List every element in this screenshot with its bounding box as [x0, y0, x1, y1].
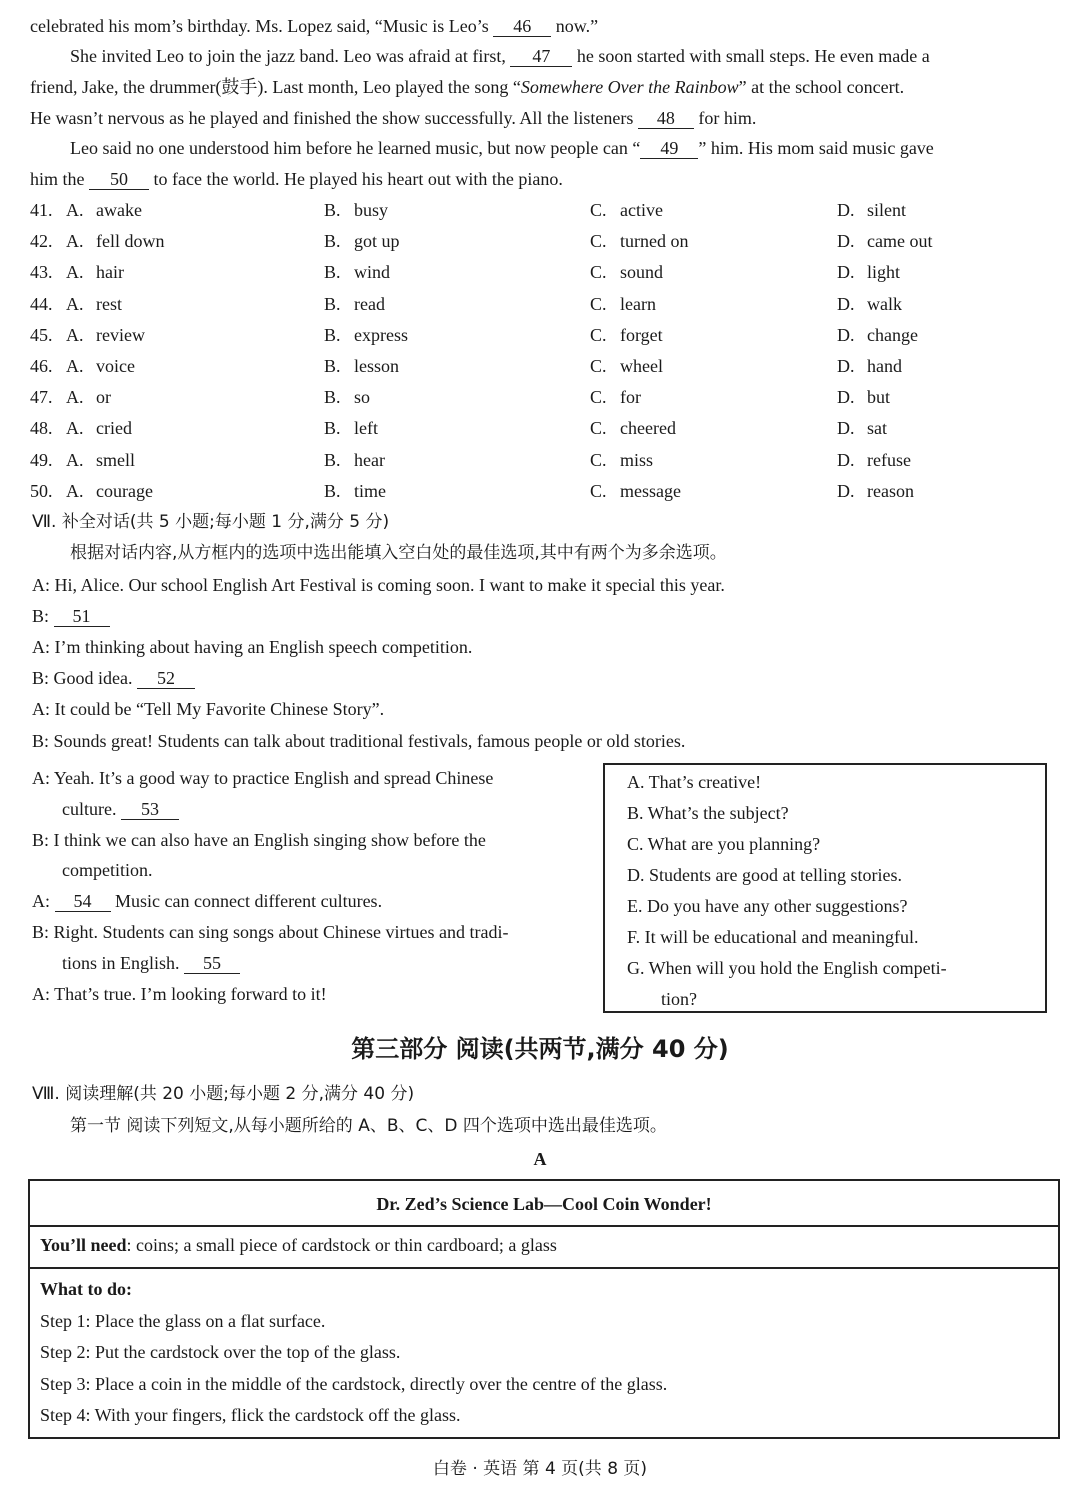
option-number: 49. — [30, 449, 53, 470]
passage-line: celebrated his mom’s birthday. Ms. Lopez said, “Music is Leo’s 46 now.” — [30, 16, 599, 36]
option-text: change — [867, 324, 918, 345]
option-letter: D. — [837, 324, 855, 345]
option-c — [590, 323, 663, 347]
option-a — [66, 229, 164, 253]
option-letter: B. — [324, 356, 341, 376]
lab-need-row: You’ll need: coins; a small piece of cardstock or thin cardboard; a glass — [40, 1235, 557, 1255]
option-text: smell — [96, 449, 135, 470]
option-letter: C. — [590, 449, 607, 470]
dialogue-line: B: Right. Students can sing songs about Chinese virtues and tradi- — [32, 922, 509, 942]
section-8-title: Ⅷ. 阅读理解(共 20 小题;每小题 2 分,满分 40 分) — [32, 1084, 415, 1104]
option-letter: A. — [66, 449, 84, 470]
option-letter: B. — [324, 418, 341, 439]
option-text: wheel — [620, 356, 663, 376]
option-number: 44. — [30, 293, 53, 314]
option-text: silent — [867, 200, 906, 220]
lab-step: Step 2: Put the cardstock over the top of the glass. — [40, 1342, 401, 1362]
option-a — [66, 354, 135, 378]
option-text: sound — [620, 262, 664, 283]
option-letter: C. — [590, 387, 607, 408]
lab-step: Step 4: With your fingers, flick the cardstock off the glass. — [40, 1405, 461, 1425]
dialogue-line: tions in English. 55 — [62, 951, 240, 975]
option-letter: A. — [66, 324, 84, 345]
dialogue-line: B: Good idea. 52 — [32, 666, 195, 690]
subsection-1-instruction: 第一节 阅读下列短文,从每小题所给的 A、B、C、D 四个选项中选出最佳选项。 — [70, 1116, 667, 1136]
blank-54: 54 — [55, 891, 111, 912]
option-b — [324, 260, 390, 284]
dialogue-line: A: I’m thinking about having an English speech competition. — [32, 637, 473, 657]
option-c — [590, 479, 681, 503]
option-d — [837, 448, 911, 472]
option-letter: A. — [66, 200, 84, 220]
option-b — [324, 229, 400, 253]
option-a — [66, 479, 153, 503]
option-text: reason — [867, 480, 914, 501]
option-letter: B. — [324, 449, 341, 470]
dialogue-line: competition. — [62, 860, 153, 880]
choice-e: E. Do you have any other suggestions? — [627, 896, 908, 916]
option-c — [590, 448, 653, 472]
blank-47: 47 — [510, 46, 572, 67]
blank-52: 52 — [137, 668, 195, 689]
option-text: hair — [96, 262, 124, 283]
dialogue-line: A: Yeah. It’s a good way to practice English and spread Chinese — [32, 768, 494, 788]
option-text: rest — [96, 293, 122, 314]
choice-f: F. It will be educational and meaningful. — [627, 927, 919, 947]
passage-letter: A — [533, 1149, 547, 1169]
option-text: time — [354, 480, 386, 501]
option-text: active — [620, 200, 663, 220]
option-a — [66, 448, 135, 472]
option-d — [837, 292, 902, 316]
option-letter: A. — [66, 480, 84, 501]
choice-c: C. What are you planning? — [627, 834, 821, 854]
option-text: cried — [96, 418, 132, 439]
option-letter: A. — [66, 293, 84, 314]
option-text: sat — [867, 418, 887, 439]
option-letter: A. — [66, 418, 84, 439]
option-text: courage — [96, 480, 153, 501]
option-text: got up — [354, 231, 400, 252]
option-c — [590, 354, 663, 378]
dialogue-line: A: 54 Music can connect different cultures. — [32, 891, 383, 911]
blank-51: 51 — [54, 606, 110, 627]
option-d — [837, 198, 906, 222]
option-text: fell down — [96, 231, 165, 252]
option-number: 41. — [30, 200, 53, 220]
option-a — [66, 260, 124, 284]
option-text: turned on — [620, 231, 689, 252]
option-b — [324, 479, 386, 503]
option-number: 50. — [30, 480, 53, 501]
choice-b: B. What’s the subject? — [627, 803, 789, 823]
option-text: but — [867, 387, 891, 408]
option-a — [66, 323, 145, 347]
option-text: wind — [354, 262, 390, 283]
option-text: busy — [354, 200, 389, 220]
table-divider — [30, 1225, 1058, 1227]
option-number: 42. — [30, 231, 53, 252]
option-text: light — [867, 262, 901, 283]
option-text: for — [620, 387, 641, 408]
option-letter: B. — [324, 387, 341, 408]
option-text: hear — [354, 449, 385, 470]
choice-d: D. Students are good at telling stories. — [627, 865, 902, 885]
option-c — [590, 385, 641, 409]
lab-step: Step 1: Place the glass on a flat surface. — [40, 1311, 326, 1331]
blank-55: 55 — [184, 953, 240, 974]
section-7-title: Ⅶ. 补全对话(共 5 小题;每小题 1 分,满分 5 分) — [32, 512, 390, 532]
option-letter: C. — [590, 293, 607, 314]
dialogue-line: B: 51 — [32, 604, 110, 628]
option-letter: C. — [590, 231, 607, 252]
option-letter: C. — [590, 418, 607, 439]
option-d — [837, 479, 914, 503]
option-b — [324, 292, 385, 316]
song-title: Somewhere Over the Rainbow — [520, 77, 739, 97]
option-letter: B. — [324, 262, 341, 283]
part-3-title: 第三部分 阅读(共两节,满分 40 分) — [351, 1035, 729, 1063]
option-letter: A. — [66, 262, 84, 283]
option-letter: C. — [590, 324, 607, 345]
option-c — [590, 229, 688, 253]
dialogue-line: B: I think we can also have an English singing show before the — [32, 830, 486, 850]
dialogue-line: culture. 53 — [62, 797, 179, 821]
option-text: hand — [867, 356, 902, 376]
option-number: 47. — [30, 387, 53, 408]
option-letter: D. — [837, 356, 855, 376]
option-text: message — [620, 480, 681, 501]
option-c — [590, 198, 663, 222]
lab-table — [28, 1179, 1060, 1439]
option-letter: A. — [66, 387, 84, 408]
option-letter: C. — [590, 356, 607, 376]
blank-48: 48 — [638, 108, 694, 129]
page-footer: 白卷 · 英语 第 4 页(共 8 页) — [432, 1459, 648, 1479]
option-number: 48. — [30, 418, 53, 439]
option-text: review — [96, 324, 145, 345]
choice-g-cont: tion? — [661, 989, 697, 1009]
option-text: or — [96, 387, 111, 408]
option-text: refuse — [867, 449, 911, 470]
table-divider — [30, 1267, 1058, 1269]
option-number: 43. — [30, 262, 53, 283]
dialogue-line: A: Hi, Alice. Our school English Art Festival is coming soon. I want to make it special this year. — [32, 575, 725, 595]
option-text: walk — [867, 293, 902, 314]
option-a — [66, 385, 111, 409]
option-letter: B. — [324, 324, 341, 345]
option-c — [590, 260, 663, 284]
choice-a: A. That’s creative! — [627, 772, 762, 792]
option-text: express — [354, 324, 408, 345]
option-letter: D. — [837, 231, 855, 252]
passage-line: Leo said no one understood him before he learned music, but now people can “ 49 ” him. His mom said music gave — [70, 138, 934, 158]
option-b — [324, 416, 378, 440]
option-text: cheered — [620, 418, 676, 439]
option-text: awake — [96, 200, 142, 220]
option-b — [324, 354, 399, 378]
option-d — [837, 354, 902, 378]
option-letter: D. — [837, 480, 855, 501]
option-b — [324, 198, 388, 222]
option-letter: D. — [837, 449, 855, 470]
option-b — [324, 385, 370, 409]
option-d — [837, 229, 932, 253]
blank-49: 49 — [640, 138, 698, 159]
option-text: forget — [620, 324, 663, 345]
option-text: learn — [620, 293, 656, 314]
lab-step: Step 3: Place a coin in the middle of the cardstock, directly over the centre of the glass. — [40, 1374, 668, 1394]
option-text: so — [354, 387, 371, 408]
lab-title: Dr. Zed’s Science Lab—Cool Coin Wonder! — [376, 1194, 712, 1214]
option-a — [66, 198, 142, 222]
option-letter: B. — [324, 480, 341, 501]
option-c — [590, 292, 656, 316]
passage-line: him the 50 to face the world. He played his heart out with the piano. — [30, 169, 563, 189]
option-letter: A. — [66, 231, 84, 252]
dialogue-line: A: That’s true. I’m looking forward to it! — [32, 984, 327, 1004]
section-7-instruction: 根据对话内容,从方框内的选项中选出能填入空白处的最佳选项,其中有两个为多余选项。 — [70, 543, 727, 563]
blank-50: 50 — [89, 169, 149, 190]
blank-53: 53 — [121, 799, 179, 820]
option-c — [590, 416, 676, 440]
dialogue-line: B: Sounds great! Students can talk about traditional festivals, famous people or old stories. — [32, 731, 686, 751]
option-b — [324, 323, 408, 347]
option-number: 45. — [30, 324, 53, 345]
lab-todo-label: What to do: — [40, 1279, 133, 1299]
option-letter: D. — [837, 387, 855, 408]
option-text: left — [354, 418, 378, 439]
option-b — [324, 448, 385, 472]
option-d — [837, 385, 890, 409]
passage-line: She invited Leo to join the jazz band. Leo was afraid at first, 47 he soon started with small steps. He even made a — [70, 46, 930, 66]
option-d — [837, 416, 887, 440]
passage-line: friend, Jake, the drummer(鼓手). Last month, Leo played the song “Somewhere Over the Rainbow” at the school concert. — [30, 77, 905, 97]
option-number: 46. — [30, 356, 53, 376]
blank-46: 46 — [493, 16, 551, 37]
option-a — [66, 416, 132, 440]
option-letter: C. — [590, 200, 607, 220]
choices-box — [603, 763, 1047, 1013]
option-d — [837, 323, 918, 347]
option-a — [66, 292, 122, 316]
option-letter: B. — [324, 293, 341, 314]
choice-g: G. When will you hold the English competi- — [627, 958, 947, 978]
option-text: came out — [867, 231, 933, 252]
option-letter: D. — [837, 262, 855, 283]
option-letter: C. — [590, 262, 607, 283]
option-text: read — [354, 293, 385, 314]
option-text: voice — [96, 356, 135, 376]
option-letter: A. — [66, 356, 84, 376]
option-letter: D. — [837, 293, 855, 314]
option-letter: B. — [324, 231, 341, 252]
passage-line: He wasn’t nervous as he played and finished the show successfully. All the listeners 48 for him. — [30, 108, 757, 128]
option-text: lesson — [354, 356, 399, 376]
option-letter: B. — [324, 200, 341, 220]
option-letter: C. — [590, 480, 607, 501]
option-text: miss — [620, 449, 654, 470]
dialogue-line: A: It could be “Tell My Favorite Chinese Story”. — [32, 699, 385, 719]
option-letter: D. — [837, 418, 855, 439]
option-d — [837, 260, 900, 284]
option-letter: D. — [837, 200, 855, 220]
